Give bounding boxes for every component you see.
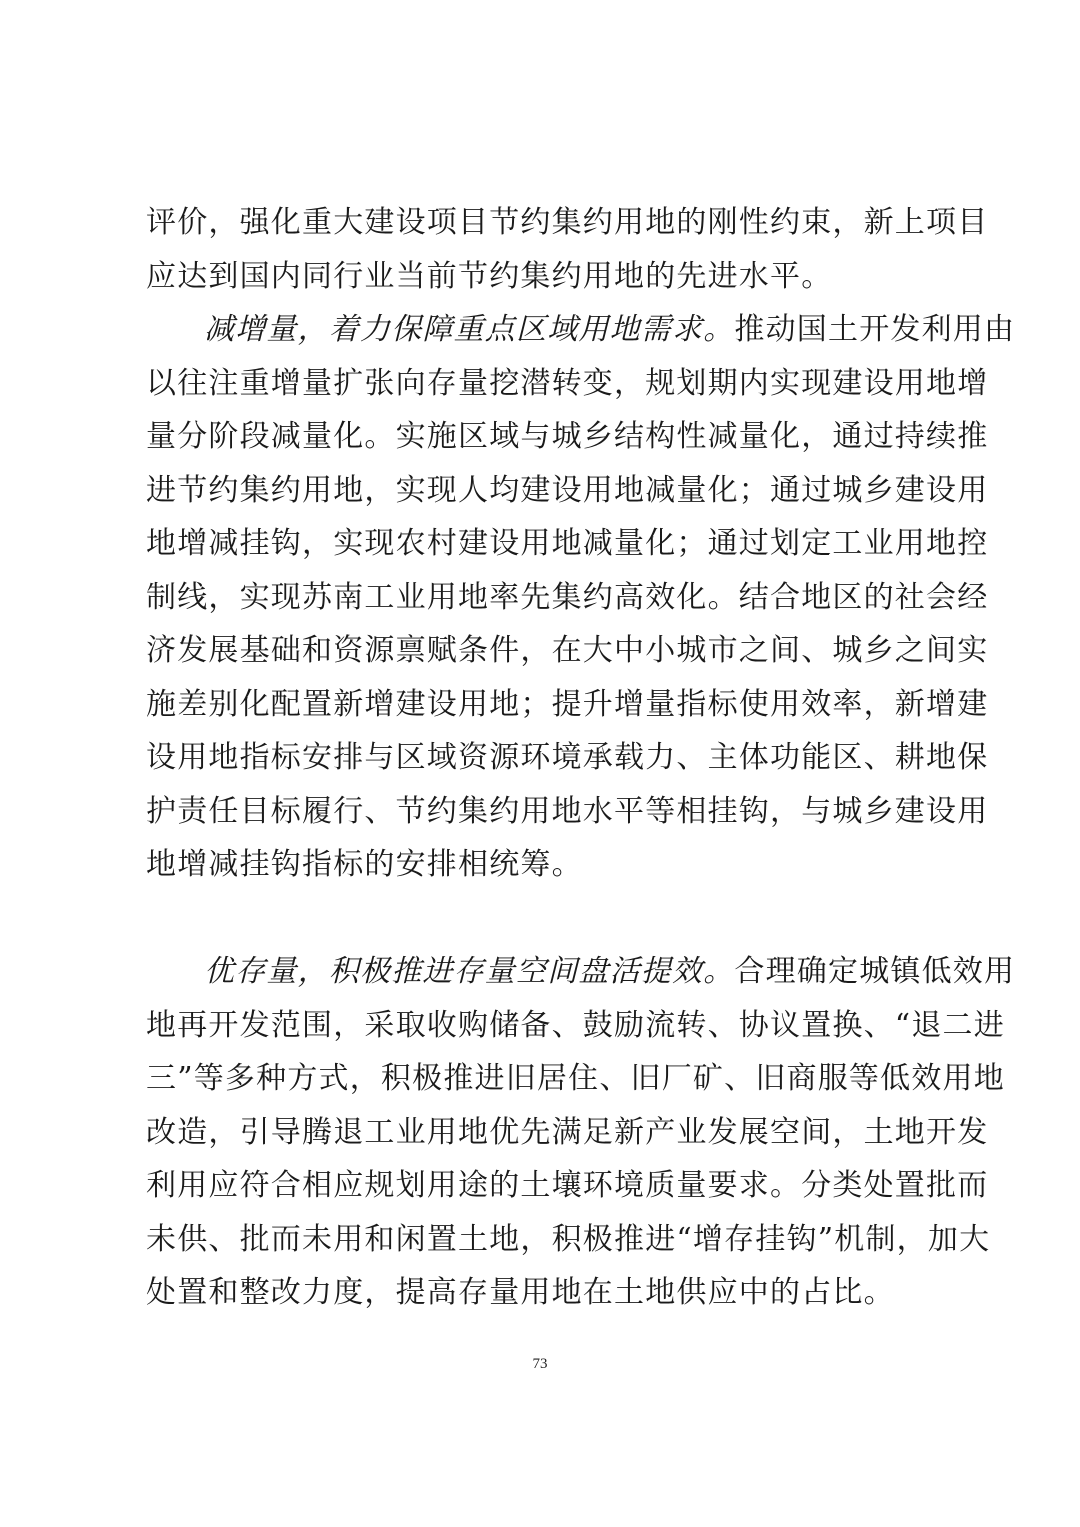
- text-line: 未供、批而未用和闲置土地，积极推进“增存挂钩”机制，加大: [146, 1221, 991, 1257]
- page-number: 73: [532, 1356, 548, 1372]
- paragraph-lead-heading: 优存量，积极推进存量空间盘活提效。: [204, 954, 735, 989]
- text-line: 以往注重增量扩张向存量挖潜转变，规划期内实现建设用地增: [146, 365, 989, 401]
- text-line: 护责任目标履行、节约集约用地水平等相挂钩，与城乡建设用: [146, 793, 989, 829]
- text-line: 三”等多种方式，积极推进旧居住、旧厂矿、旧商服等低效用地: [146, 1061, 1005, 1096]
- paragraph-1: [146, 196, 989, 303]
- text-line: 处置和整改力度，提高存量用地在土地供应中的占比。: [146, 1275, 895, 1310]
- text-line: 地增减挂钩，实现农村建设用地减量化；通过划定工业用地控: [146, 526, 989, 561]
- text-line: 制线，实现苏南工业用地率先集约高效化。结合地区的社会经: [146, 579, 989, 615]
- text-line: 评价，强化重大建设项目节约集约用地的刚性约束，新上项目: [146, 205, 989, 240]
- text-line: [146, 945, 1016, 999]
- paragraph-lead-heading: 减增量，着力保障重点区域用地需求。: [204, 312, 735, 347]
- text-line: 应达到国内同行业当前节约集约用地的先进水平。: [146, 258, 833, 294]
- text-line: 施差别化配置新增建设用地；提升增量指标使用效率，新增建: [146, 686, 989, 722]
- text-line: [146, 892, 936, 946]
- text-line: 地再开发范围，采取收购储备、鼓励流转、协议置换、“退二进: [146, 1007, 1005, 1043]
- text-line: 地增减挂钩指标的安排相统筹。: [146, 847, 583, 882]
- paragraph-2: [146, 303, 1016, 945]
- text-line: [146, 303, 1016, 357]
- text-line: 量分阶段减量化。实施区域与城乡结构性减量化，通过持续推: [146, 419, 989, 454]
- text-segment: 推动国土开发利用由: [734, 312, 1016, 347]
- text-line: 利用应符合相应规划用途的土壤环境质量要求。分类处置批而: [146, 1168, 989, 1203]
- text-line: 设用地指标安排与区域资源环境承载力、主体功能区、耕地保: [146, 740, 989, 775]
- text-segment: 合理确定城镇低效用: [734, 954, 1016, 989]
- text-line: 济发展基础和资源禀赋条件，在大中小城市之间、城乡之间实: [146, 633, 989, 668]
- body-text: [146, 196, 1016, 1320]
- paragraph-3: [146, 945, 1016, 1320]
- text-line: 进节约集约用地，实现人均建设用地减量化；通过城乡建设用: [146, 472, 989, 508]
- text-line: 改造，引导腾退工业用地优先满足新产业发展空间，土地开发: [146, 1114, 989, 1150]
